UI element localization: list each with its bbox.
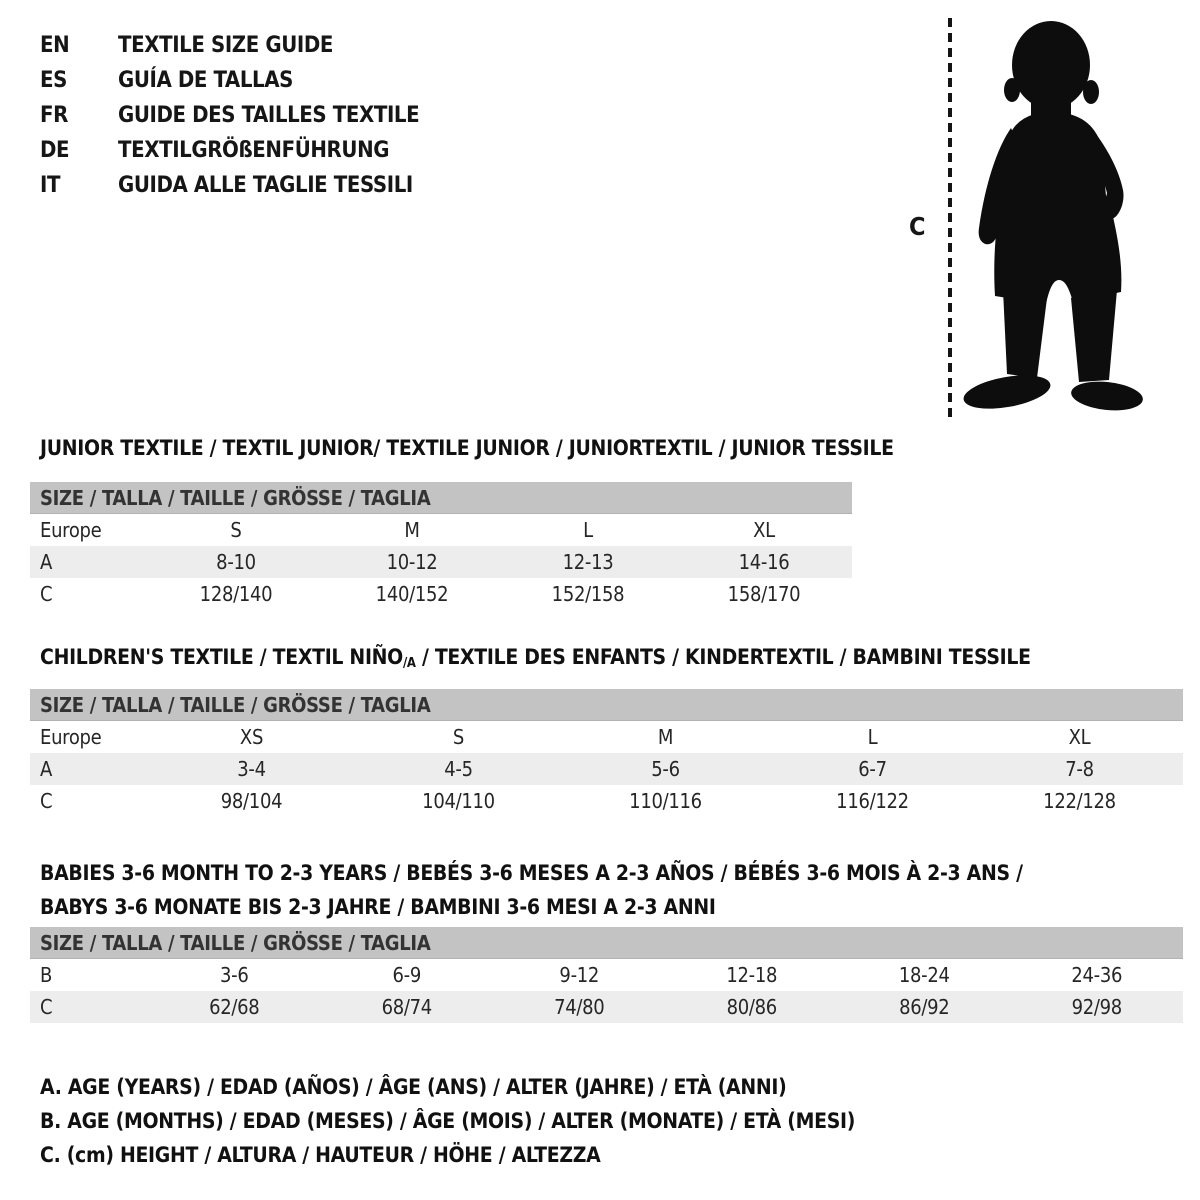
age-cell: 10-12 <box>386 550 438 574</box>
guide-title: GUIDA ALLE TAGLIE TESSILI <box>118 173 413 198</box>
age-cell: 5-6 <box>651 757 680 781</box>
height-dashed-line <box>948 18 952 418</box>
language-row <box>40 133 419 168</box>
size-cell: XS <box>239 725 264 749</box>
table-row <box>30 721 1183 753</box>
height-cell: 140/152 <box>375 582 449 606</box>
row-label: C <box>40 789 53 813</box>
table-row <box>30 546 852 578</box>
row-label: C <box>40 995 53 1019</box>
height-cell: 62/68 <box>209 995 260 1019</box>
size-cell: XL <box>1068 725 1091 749</box>
babies-title-line1: BABIES 3-6 MONTH TO 2-3 YEARS / BEBÉS 3-6 MESES A 2-3 AÑOS / BÉBÉS 3-6 MOIS À 2-3 ANS / <box>40 861 1023 885</box>
height-measure-label: C <box>909 212 926 241</box>
row-label: Europe <box>40 518 102 542</box>
age-cell: 7-8 <box>1065 757 1094 781</box>
language-code: ES <box>40 68 67 93</box>
children-title-sub: /A <box>402 656 416 671</box>
size-header-bar: SIZE / TALLA / TAILLE / GRÖSSE / TAGLIA <box>30 482 852 514</box>
age-cell: 3-4 <box>237 757 266 781</box>
baby-height-figure <box>895 0 1200 430</box>
height-cell: 104/110 <box>422 789 495 813</box>
junior-size-table <box>30 482 852 610</box>
children-title-main: CHILDREN'S TEXTILE / TEXTIL NIÑO <box>40 645 403 669</box>
height-cell: 110/116 <box>629 789 702 813</box>
size-cell: L <box>867 725 878 749</box>
language-row <box>40 98 419 133</box>
row-label: A <box>40 550 53 574</box>
size-header-bar: SIZE / TALLA / TAILLE / GRÖSSE / TAGLIA <box>30 689 1183 721</box>
language-row <box>40 28 419 63</box>
size-cell: L <box>583 518 593 542</box>
height-cell: 122/128 <box>1043 789 1116 813</box>
size-cell: S <box>230 518 242 542</box>
age-cell: 4-5 <box>444 757 473 781</box>
age-cell: 9-12 <box>559 963 600 987</box>
height-cell: 68/74 <box>381 995 432 1019</box>
height-cell: 158/170 <box>727 582 801 606</box>
guide-title: GUÍA DE TALLAS <box>118 68 294 93</box>
language-code: IT <box>40 173 61 198</box>
legend-line-c: C. (cm) HEIGHT / ALTURA / HAUTEUR / HÖHE / ALTEZZA <box>40 1143 601 1167</box>
age-cell: 12-18 <box>726 963 778 987</box>
guide-title: GUIDE DES TAILLES TEXTILE <box>118 103 420 128</box>
table-row <box>30 991 1183 1023</box>
babies-section-title <box>40 856 1023 924</box>
row-label: C <box>40 582 53 606</box>
language-code: EN <box>40 33 70 58</box>
size-cell: XL <box>753 518 775 542</box>
junior-section-title: JUNIOR TEXTILE / TEXTIL JUNIOR/ TEXTILE JUNIOR / JUNIORTEXTIL / JUNIOR TESSILE <box>40 436 894 460</box>
guide-title: TEXTILGRÖßENFÜHRUNG <box>118 138 390 163</box>
language-row <box>40 168 419 203</box>
height-cell: 80/86 <box>726 995 777 1019</box>
legend-line-a: A. AGE (YEARS) / EDAD (AÑOS) / ÂGE (ANS) / ALTER (JAHRE) / ETÀ (ANNI) <box>40 1075 787 1099</box>
language-code: DE <box>40 138 70 163</box>
measurement-legend <box>40 1070 855 1172</box>
height-cell: 92/98 <box>1071 995 1122 1019</box>
children-title-rest: / TEXTILE DES ENFANTS / KINDERTEXTIL / BAMBINI TESSILE <box>415 645 1031 669</box>
age-cell: 6-7 <box>858 757 887 781</box>
language-code: FR <box>40 103 68 128</box>
height-cell: 74/80 <box>554 995 605 1019</box>
table-row <box>30 753 1183 785</box>
age-cell: 24-36 <box>1071 963 1123 987</box>
babies-size-table <box>30 927 1183 1023</box>
language-row <box>40 63 419 98</box>
baby-silhouette-icon <box>955 10 1150 422</box>
height-cell: 128/140 <box>199 582 273 606</box>
age-cell: 12-13 <box>562 550 614 574</box>
size-cell: M <box>657 725 674 749</box>
children-size-table <box>30 689 1183 817</box>
row-label: Europe <box>40 725 102 749</box>
height-cell: 152/158 <box>551 582 625 606</box>
babies-title-line2: BABYS 3-6 MONATE BIS 2-3 JAHRE / BAMBINI 3-6 MESI A 2-3 ANNI <box>40 895 716 919</box>
row-label: A <box>40 757 53 781</box>
table-row <box>30 959 1183 991</box>
size-header-bar: SIZE / TALLA / TAILLE / GRÖSSE / TAGLIA <box>30 927 1183 959</box>
size-cell: S <box>452 725 465 749</box>
age-cell: 14-16 <box>738 550 790 574</box>
age-cell: 18-24 <box>898 963 950 987</box>
language-title-list <box>40 28 419 203</box>
height-cell: 98/104 <box>220 789 283 813</box>
table-row <box>30 785 1183 817</box>
table-row <box>30 514 852 546</box>
height-cell: 116/122 <box>836 789 909 813</box>
age-cell: 6-9 <box>392 963 421 987</box>
children-section-title <box>40 645 1031 671</box>
legend-line-b: B. AGE (MONTHS) / EDAD (MESES) / ÂGE (MOIS) / ALTER (MONATE) / ETÀ (MESI) <box>40 1109 856 1133</box>
age-cell: 3-6 <box>220 963 249 987</box>
height-cell: 86/92 <box>899 995 950 1019</box>
age-cell: 8-10 <box>216 550 256 574</box>
size-cell: M <box>404 518 420 542</box>
guide-title: TEXTILE SIZE GUIDE <box>118 33 333 58</box>
table-row <box>30 578 852 610</box>
row-label: B <box>40 963 53 987</box>
